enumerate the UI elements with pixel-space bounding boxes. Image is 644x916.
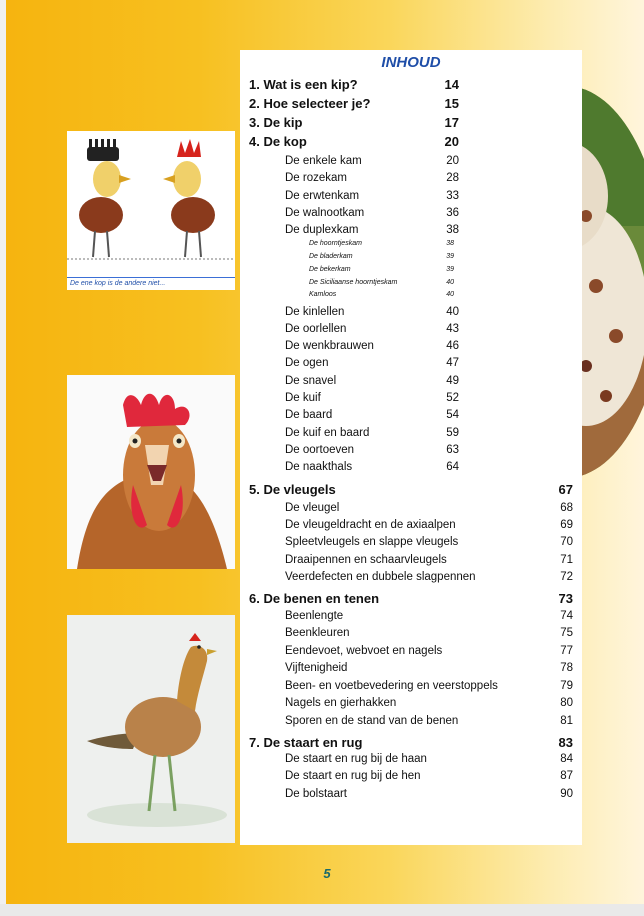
toc-page-number: 90 [560, 788, 573, 800]
toc-section: De snavel [285, 375, 337, 387]
toc-section: De ogen [285, 357, 329, 369]
toc-chapter: 6. De benen en tenen [249, 591, 380, 606]
page-number: 5 [323, 866, 331, 881]
toc-section: De vleugel [285, 502, 340, 514]
toc-subsection: Kamloos [309, 291, 337, 298]
toc-section: Eendevoet, webvoet en nagels [285, 645, 443, 657]
toc-page-number: 64 [446, 461, 459, 473]
toc-section: De staart en rug bij de hen [285, 770, 421, 782]
toc-section: Beenlengte [285, 610, 344, 622]
toc-page-number: 14 [444, 77, 459, 92]
toc-page-number: 72 [560, 571, 573, 583]
toc-section: De bolstaart [285, 788, 348, 800]
toc-page-number: 40 [446, 279, 454, 286]
toc-section: De duplexkam [285, 224, 359, 236]
toc-page-number: 77 [560, 645, 573, 657]
toc-page-number: 52 [446, 392, 459, 404]
toc-chapter: 4. De kop [249, 134, 307, 149]
cartoon-roosters-illustration [67, 131, 235, 277]
toc-page-number: 33 [446, 190, 459, 202]
toc-page-number: 70 [560, 536, 573, 548]
toc-section: Sporen en de stand van de benen [285, 715, 459, 727]
toc-page-number: 40 [446, 291, 454, 298]
toc-section: De enkele kam [285, 155, 362, 167]
toc-page-number: 67 [558, 482, 573, 497]
toc-section: De baard [285, 409, 333, 421]
toc-page-number: 79 [560, 680, 573, 692]
toc-page-number: 20 [444, 134, 459, 149]
toc-section: De naakthals [285, 461, 353, 473]
toc-chapter: 3. De kip [249, 115, 303, 130]
toc-page-number: 80 [560, 697, 573, 709]
toc-page-number: 49 [446, 375, 459, 387]
toc-subsection: De hoorntjeskam [309, 240, 362, 247]
toc-page-number: 28 [446, 172, 459, 184]
toc-page-number: 54 [446, 409, 459, 421]
toc-page-number: 43 [446, 323, 459, 335]
toc-page-number: 47 [446, 357, 459, 369]
toc-section: De wenkbrauwen [285, 340, 374, 352]
toc-page-number: 87 [560, 770, 573, 782]
toc-chapter: 2. Hoe selecteer je? [249, 96, 371, 111]
toc-title: INHOUD [381, 54, 441, 71]
toc-page-number: 39 [446, 266, 454, 273]
table-of-contents [240, 50, 582, 845]
toc-page-number: 15 [444, 96, 459, 111]
toc-section: De rozekam [285, 172, 347, 184]
toc-section: Been- en voetbevedering en veerstoppels [285, 680, 498, 692]
toc-section: De kinlellen [285, 306, 345, 318]
toc-page-number: 73 [558, 591, 573, 606]
toc-page-number: 83 [558, 735, 573, 750]
bottom-strip [0, 904, 644, 916]
toc-page-number: 63 [446, 444, 459, 456]
toc-page-number: 39 [446, 253, 454, 260]
toc-page-number: 20 [446, 155, 459, 167]
toc-page-number: 69 [560, 519, 573, 531]
chicken-head-photo [67, 375, 235, 569]
toc-section: Nagels en gierhakken [285, 697, 397, 709]
toc-subsection: De bladerkam [309, 253, 353, 260]
painted-hen-illustration [67, 615, 235, 843]
toc-page-number: 38 [446, 224, 459, 236]
toc-section: De kuif [285, 392, 321, 404]
toc-section: De walnootkam [285, 207, 365, 219]
toc-page-number: 78 [560, 662, 573, 674]
toc-page-number: 84 [560, 753, 573, 765]
toc-page-number: 68 [560, 502, 573, 514]
toc-chapter: 1. Wat is een kip? [249, 77, 358, 92]
toc-section: De staart en rug bij de haan [285, 753, 427, 765]
toc-section: De vleugeldracht en de axiaalpen [285, 519, 456, 531]
toc-section: Beenkleuren [285, 627, 350, 639]
toc-page-number: 59 [446, 427, 459, 439]
toc-section: Spleetvleugels en slappe vleugels [285, 536, 459, 548]
toc-page-number: 71 [560, 554, 573, 566]
toc-page-number: 46 [446, 340, 459, 352]
toc-section: De oortoeven [285, 444, 355, 456]
toc-section: De oorlellen [285, 323, 347, 335]
toc-chapter: 7. De staart en rug [249, 735, 363, 750]
toc-chapter: 5. De vleugels [249, 482, 336, 497]
toc-page-number: 40 [446, 306, 459, 318]
book-page [6, 0, 644, 904]
toc-subsection: De bekerkam [309, 266, 351, 273]
illustration-caption: De ene kop is de andere niet... [67, 277, 235, 290]
toc-section: Vijftenigheid [285, 662, 348, 674]
toc-page-number: 81 [560, 715, 573, 727]
toc-section: De kuif en baard [285, 427, 370, 439]
toc-page-number: 17 [444, 115, 459, 130]
toc-page-number: 75 [560, 627, 573, 639]
toc-subsection: De Siciliaanse hoorntjeskam [309, 279, 398, 286]
toc-section: Veerdefecten en dubbele slagpennen [285, 571, 476, 583]
toc-page-number: 74 [560, 610, 573, 622]
toc-page-number: 36 [446, 207, 459, 219]
toc-section: De erwtenkam [285, 190, 360, 202]
toc-section: Draaipennen en schaarvleugels [285, 554, 447, 566]
toc-page-number: 38 [446, 240, 454, 247]
